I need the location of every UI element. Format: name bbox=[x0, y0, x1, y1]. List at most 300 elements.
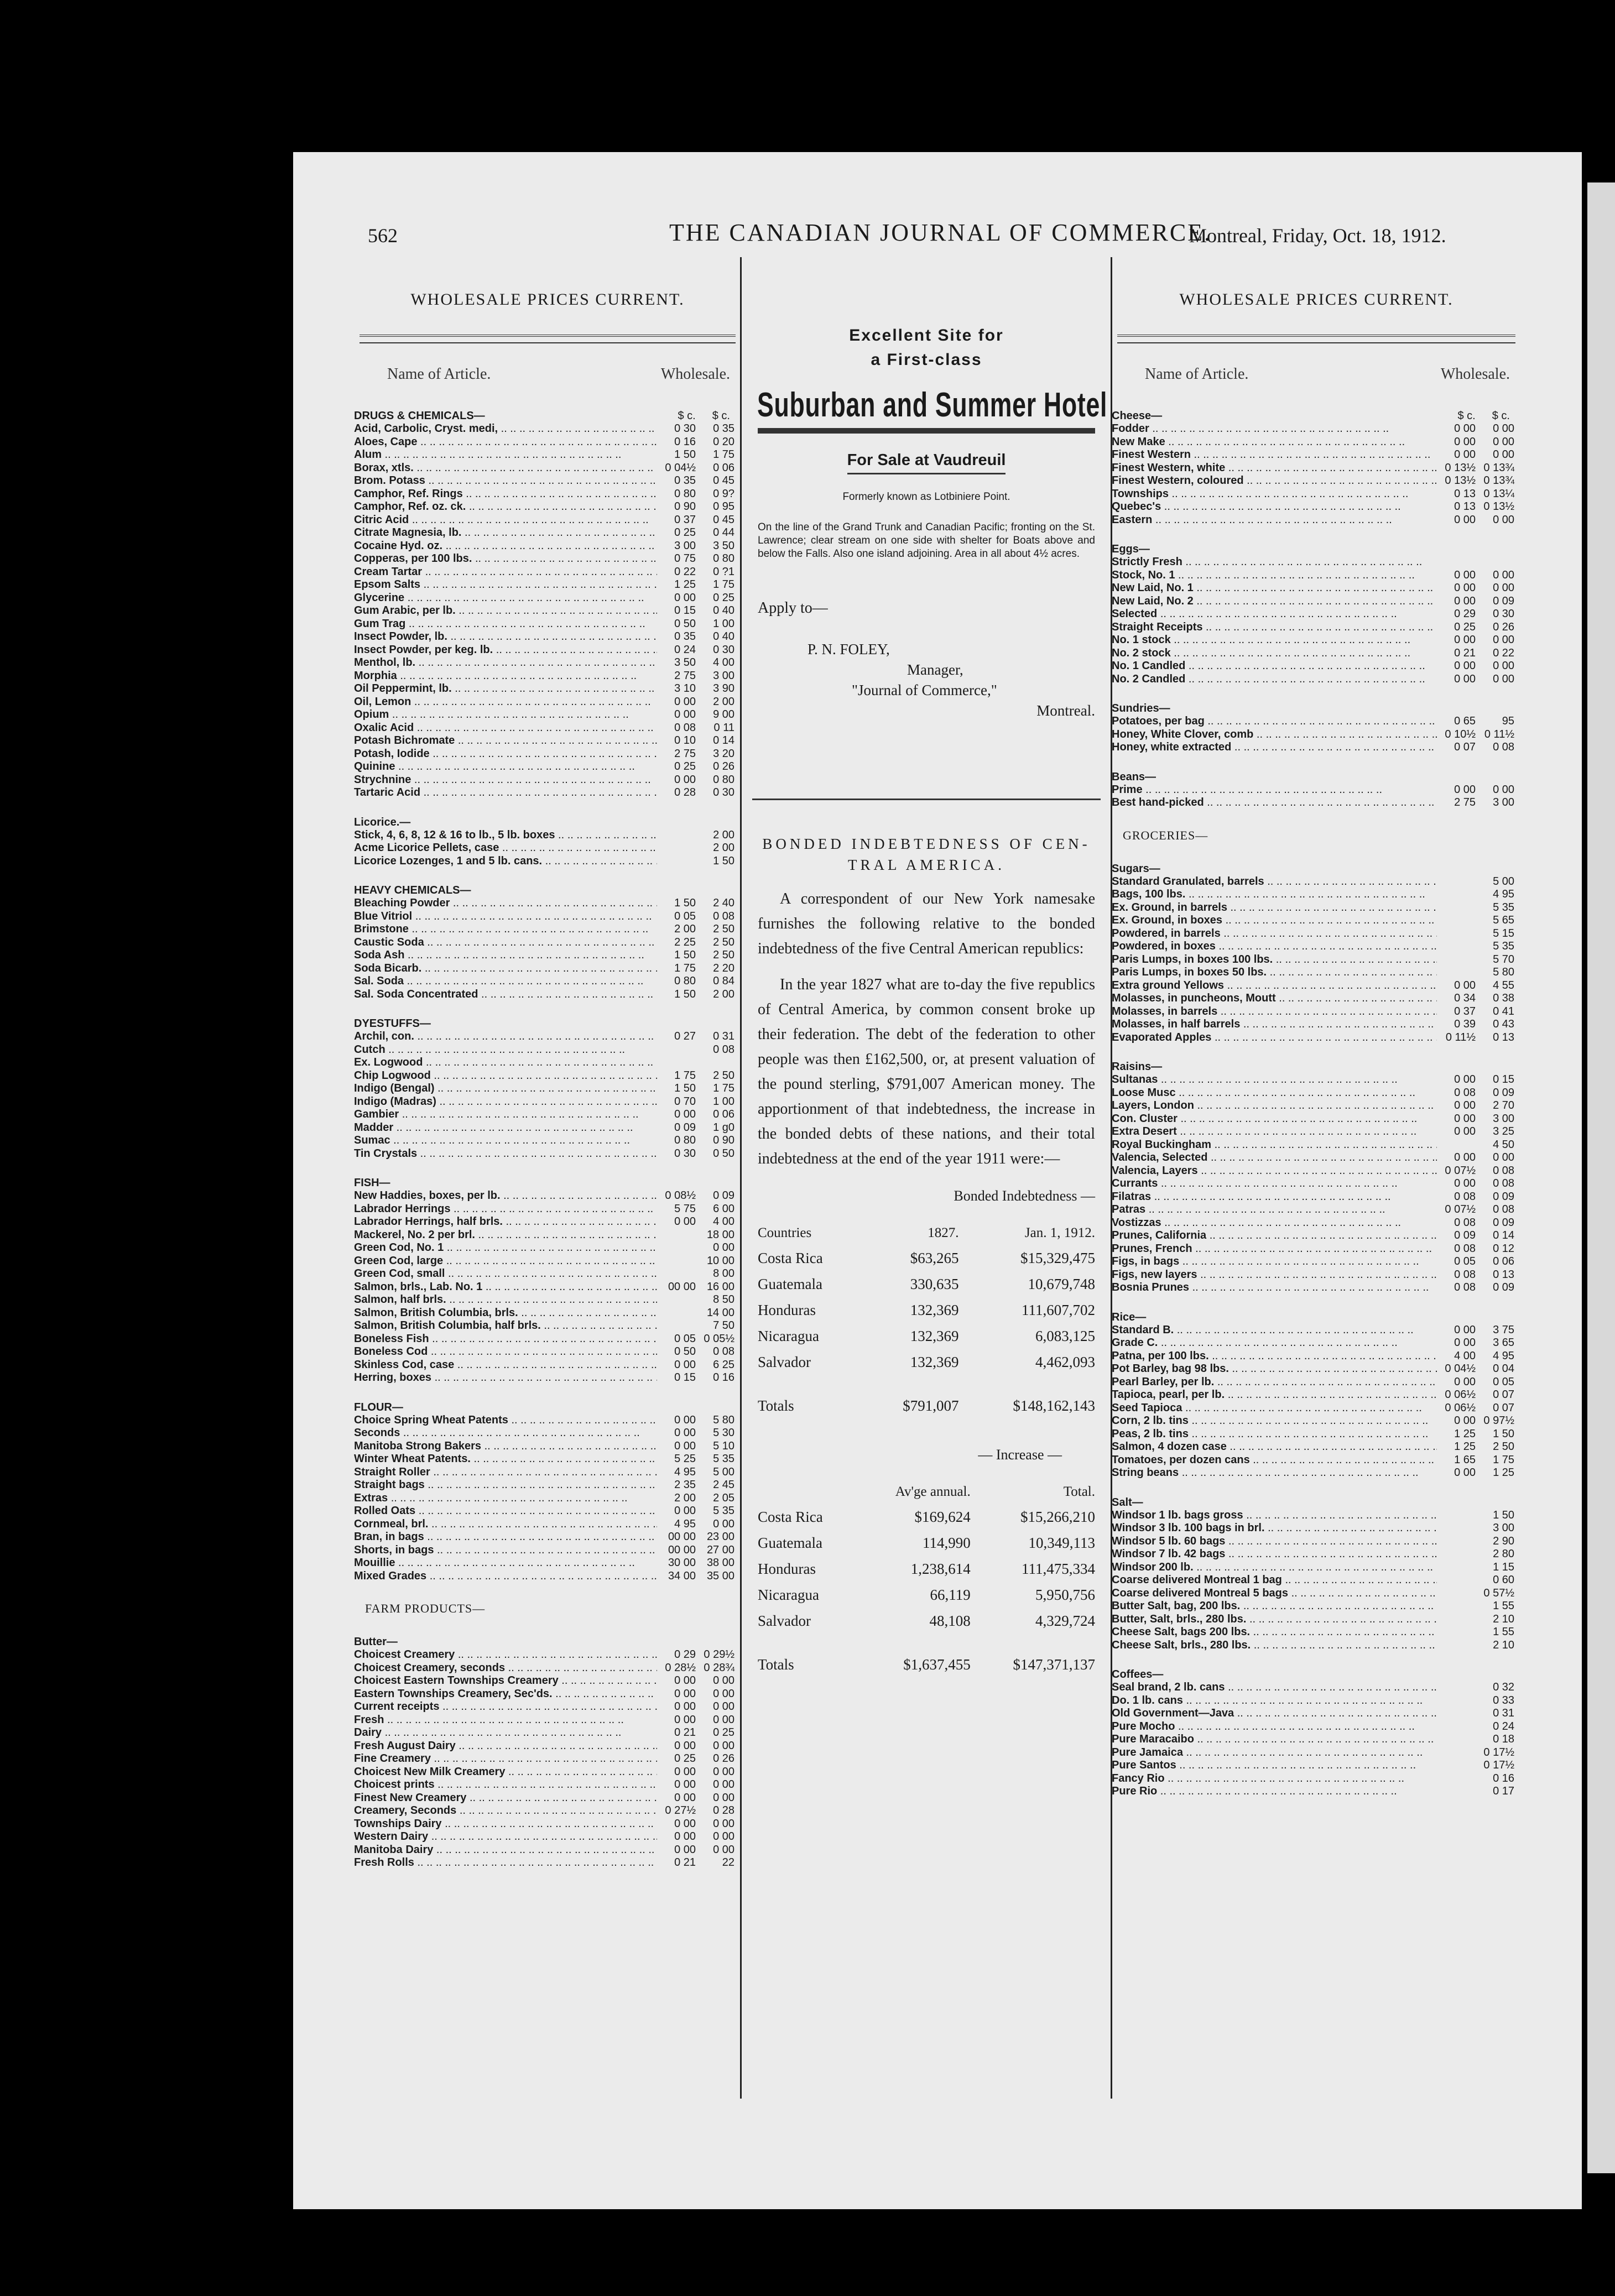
price-high: 0 00 bbox=[1493, 422, 1514, 435]
price-high: 0 45 bbox=[713, 513, 734, 526]
price-high: 0 07 bbox=[1493, 1401, 1514, 1414]
price-row bbox=[354, 923, 741, 936]
section-title-text: Salt— bbox=[1112, 1496, 1143, 1509]
section-title bbox=[1112, 771, 1521, 784]
article-name: Pure Mocho .. .. bbox=[1112, 1720, 1437, 1734]
price-high: 95 bbox=[1502, 715, 1514, 727]
table2-heading: — Increase — bbox=[978, 1447, 1062, 1463]
price-row bbox=[1112, 474, 1521, 488]
section-gap bbox=[1112, 1044, 1521, 1056]
price-row bbox=[1112, 514, 1521, 527]
price-row bbox=[354, 1818, 741, 1831]
price-low: 0 65 bbox=[1454, 715, 1476, 727]
article-name: Copperas, per 100 lbs. .. .. bbox=[354, 552, 657, 566]
price-low: 00 00 bbox=[668, 1280, 696, 1293]
name-of-article-heading: Name of Article. bbox=[387, 366, 491, 383]
price-row bbox=[354, 1557, 741, 1570]
price-low: 0 80 bbox=[674, 1134, 696, 1146]
article-name: Molasses, in barrels .. .. bbox=[1112, 1005, 1437, 1019]
article-name: Labrador Herrings, half brls. .. .. bbox=[354, 1215, 657, 1229]
currency-col: $ c. bbox=[1492, 410, 1510, 422]
price-low bbox=[1437, 875, 1476, 889]
increase-table bbox=[758, 1480, 1095, 1678]
price-row bbox=[1112, 979, 1521, 993]
price-high: 0 40 bbox=[713, 630, 734, 643]
article-name: Creamery, Seconds .. .. bbox=[354, 1804, 657, 1818]
article-name: Honey, white extracted .. .. bbox=[1112, 741, 1437, 754]
price-row bbox=[1112, 436, 1521, 449]
article-name: Brimstone .. .. bbox=[354, 923, 657, 936]
price-row bbox=[354, 1203, 741, 1216]
price-low: 0 04½ bbox=[665, 461, 696, 474]
article-name: Camphor, Ref. Rings .. .. bbox=[354, 488, 657, 501]
article-name: No. 2 stock .. .. bbox=[1112, 647, 1437, 660]
table-cell: 111,607,702 bbox=[1022, 1302, 1095, 1318]
price-row bbox=[1112, 422, 1521, 436]
price-high: 0 00 bbox=[713, 1830, 734, 1843]
price-low: 0 09 bbox=[674, 1121, 696, 1134]
table-cell: 132,369 bbox=[910, 1354, 959, 1370]
price-row bbox=[354, 578, 741, 592]
price-high: 0 38 bbox=[1493, 992, 1514, 1004]
article-name: Patna, per 100 lbs. .. .. bbox=[1112, 1350, 1437, 1363]
article-title-2: TRAL AMERICA. bbox=[847, 857, 1005, 873]
price-high: 1 75 bbox=[713, 578, 734, 591]
table-total-cell: $148,162,143 bbox=[1013, 1397, 1095, 1414]
price-row bbox=[354, 1505, 741, 1518]
price-row bbox=[354, 462, 741, 475]
price-low: 0 00 bbox=[1454, 672, 1476, 685]
price-low: 0 00 bbox=[674, 1713, 696, 1726]
article-name: Archil, con. .. .. bbox=[354, 1030, 657, 1043]
price-row bbox=[354, 1479, 741, 1492]
price-low: 0 29 bbox=[1454, 608, 1476, 620]
price-high: 0 00 bbox=[713, 1765, 734, 1778]
price-low: 0 13½ bbox=[1445, 474, 1476, 487]
table-total-row bbox=[758, 1375, 1095, 1419]
section-gap bbox=[1112, 1295, 1521, 1307]
price-low: 2 75 bbox=[674, 747, 696, 760]
price-row bbox=[354, 708, 741, 722]
price-low bbox=[1437, 953, 1476, 967]
price-row bbox=[1112, 1087, 1521, 1100]
price-high: 0 00 bbox=[713, 1517, 734, 1530]
price-high: 5 80 bbox=[1493, 966, 1514, 978]
price-high: 10 00 bbox=[706, 1254, 734, 1267]
price-low: 2 00 bbox=[674, 1491, 696, 1504]
table-cell: $15,329,475 bbox=[1020, 1250, 1095, 1266]
price-high: 0 44 bbox=[713, 526, 734, 539]
table-cell: $15,266,210 bbox=[1020, 1509, 1095, 1525]
newspaper-page bbox=[293, 152, 1582, 2209]
section-title bbox=[1112, 1061, 1521, 1073]
price-high: 0 11 bbox=[713, 721, 734, 734]
price-high: 0 45 bbox=[713, 474, 734, 487]
price-high: 5 65 bbox=[1493, 914, 1514, 926]
price-high: 2 05 bbox=[713, 1491, 734, 1504]
price-high: 0 29½ bbox=[704, 1648, 734, 1661]
price-low bbox=[657, 855, 696, 868]
table-cell: 132,369 bbox=[910, 1302, 959, 1318]
price-low: 0 00 bbox=[674, 591, 696, 604]
price-row bbox=[354, 1466, 741, 1479]
table-total-cell: $147,371,137 bbox=[1013, 1656, 1095, 1673]
price-row bbox=[1112, 1772, 1521, 1786]
article-name: Citric Acid .. .. bbox=[354, 514, 657, 527]
price-high: 2 80 bbox=[1493, 1548, 1514, 1560]
price-low bbox=[1437, 1535, 1476, 1548]
price-high: 1 25 bbox=[1493, 1467, 1514, 1479]
table-total-cell: Totals bbox=[758, 1656, 794, 1673]
article-name: No. 2 Candled .. .. bbox=[1112, 673, 1437, 686]
table-cell: 330,635 bbox=[910, 1276, 959, 1292]
price-row bbox=[1112, 715, 1521, 728]
price-row bbox=[354, 1095, 741, 1109]
price-low: 0 00 bbox=[674, 1791, 696, 1804]
page-header bbox=[293, 218, 1582, 263]
table-cell: $169,624 bbox=[914, 1509, 971, 1525]
price-high: 0 09 bbox=[1493, 1281, 1514, 1293]
table-cell: Guatemala bbox=[758, 1535, 822, 1551]
table-cell: 111,475,334 bbox=[1022, 1561, 1095, 1577]
price-high: 0 00 bbox=[1493, 513, 1514, 526]
table-cell: 4,462,093 bbox=[1035, 1354, 1095, 1370]
section-title bbox=[1123, 828, 1521, 843]
article-name: Choicest New Milk Creamery .. .. bbox=[354, 1766, 657, 1779]
section-title-text: Sugars— bbox=[1112, 862, 1160, 875]
article-name: Choicest prints .. .. bbox=[354, 1778, 657, 1792]
price-high: 0 26 bbox=[1493, 620, 1514, 633]
price-low: 1 50 bbox=[674, 448, 696, 461]
article-name: Oil Peppermint, lb. .. .. bbox=[354, 682, 657, 696]
price-row bbox=[1112, 608, 1521, 621]
price-low: 0 15 bbox=[674, 1371, 696, 1384]
article-name: Molasses, in half barrels .. .. bbox=[1112, 1018, 1437, 1031]
price-row bbox=[354, 1293, 741, 1307]
price-high: 2 50 bbox=[713, 1069, 734, 1082]
price-low bbox=[657, 1267, 696, 1281]
table-total-cell: Totals bbox=[758, 1397, 794, 1414]
price-low: 0 70 bbox=[674, 1095, 696, 1108]
article-name: Potatoes, per bag .. .. bbox=[1112, 715, 1437, 728]
article-name: Cutch .. .. bbox=[354, 1043, 657, 1057]
article-name: Tomatoes, per dozen cans .. .. bbox=[1112, 1454, 1437, 1467]
article-name: Loose Musc .. .. bbox=[1112, 1087, 1437, 1100]
price-high: 2 50 bbox=[713, 949, 734, 961]
price-high: 5 35 bbox=[1493, 901, 1514, 914]
price-high: 0 00 bbox=[713, 1687, 734, 1700]
price-row bbox=[354, 1108, 741, 1121]
price-low: 0 00 bbox=[1454, 1337, 1476, 1349]
price-low: 0 39 bbox=[1454, 1018, 1476, 1030]
price-high: 0 09 bbox=[1493, 1216, 1514, 1229]
price-high: 2 00 bbox=[713, 842, 734, 854]
price-high: 5 30 bbox=[713, 1427, 734, 1439]
section-title-text: Butter— bbox=[354, 1636, 398, 1648]
article-name: Tapioca, pearl, per lb. .. .. bbox=[1112, 1389, 1437, 1402]
price-low bbox=[1437, 1639, 1476, 1652]
article-name: Pearl Barley, per lb. .. .. bbox=[1112, 1376, 1437, 1389]
price-high: 2 90 bbox=[1493, 1535, 1514, 1547]
article-name: Townships Dairy .. .. bbox=[354, 1818, 657, 1831]
ad-line-2: a First-class bbox=[871, 351, 982, 369]
price-row bbox=[1112, 1574, 1521, 1587]
price-low: 0 34 bbox=[1454, 992, 1476, 1004]
sig-city: Montreal. bbox=[1036, 702, 1095, 719]
price-row bbox=[1112, 1376, 1521, 1389]
price-low: 0 11½ bbox=[1445, 1031, 1476, 1043]
price-low bbox=[1437, 1509, 1476, 1522]
price-row bbox=[1112, 741, 1521, 754]
price-row bbox=[354, 949, 741, 962]
price-low: 0 00 bbox=[1454, 1467, 1476, 1479]
table-cell: 1,238,614 bbox=[910, 1561, 971, 1577]
article-paragraph-2: In the year 1827 what are to-day the five republics of Central America, by common consent broke up their federation. The debt of the federation to other people was then £162,500, or, at present valuation of the pound sterling, $791,007 American money. The apportionment of that indebtedness, the increase in the bonded debts of these nations, and their total indebtedness at the end of the year 1911 were:— bbox=[758, 976, 1095, 1167]
article-name: Prime .. .. bbox=[1112, 784, 1437, 797]
price-low: 4 95 bbox=[674, 1517, 696, 1530]
price-high: 0 05½ bbox=[704, 1332, 734, 1345]
price-low: 0 00 bbox=[674, 1765, 696, 1778]
price-row bbox=[354, 1714, 741, 1727]
price-low: 0 00 bbox=[674, 1358, 696, 1371]
article-name: Paris Lumps, in boxes 100 lbs. .. .. bbox=[1112, 953, 1437, 967]
price-low: 0 10 bbox=[674, 734, 696, 747]
price-low: 0 13 bbox=[1454, 487, 1476, 500]
article-name: Extras .. .. bbox=[354, 1492, 657, 1505]
price-low bbox=[1437, 1587, 1476, 1600]
article-name: Gum Trag .. .. bbox=[354, 618, 657, 631]
price-row bbox=[1112, 1389, 1521, 1402]
price-low: 0 00 bbox=[674, 1674, 696, 1687]
article-name: Cheese Salt, brls., 280 lbs. .. .. bbox=[1112, 1639, 1437, 1652]
price-high: 0 16 bbox=[713, 1371, 734, 1384]
price-low: 0 25 bbox=[674, 1752, 696, 1765]
price-high: 7 50 bbox=[713, 1319, 734, 1332]
price-low: 0 00 bbox=[674, 708, 696, 721]
price-low: 0 07 bbox=[1454, 741, 1476, 753]
article-name: Prunes, California .. .. bbox=[1112, 1229, 1437, 1243]
price-row bbox=[354, 436, 741, 449]
currency-col: $ c. bbox=[1457, 410, 1476, 422]
price-low bbox=[1437, 1561, 1476, 1574]
currency-col: $ c. bbox=[712, 410, 730, 422]
price-high: 1 50 bbox=[1493, 1427, 1514, 1440]
price-row bbox=[1112, 1269, 1521, 1282]
price-row bbox=[354, 1147, 741, 1161]
article-name: New Make .. .. bbox=[1112, 436, 1437, 449]
price-row bbox=[1112, 1337, 1521, 1350]
article-name: Labrador Herrings .. .. bbox=[354, 1203, 657, 1216]
article-name: Cream Tartar .. .. bbox=[354, 566, 657, 579]
price-low bbox=[657, 829, 696, 842]
article-name: Aloes, Cape .. .. bbox=[354, 436, 657, 449]
article-separator bbox=[752, 799, 1101, 800]
article-name: Green Cod, No. 1 .. .. bbox=[354, 1241, 657, 1255]
price-low: 0 00 bbox=[674, 1778, 696, 1791]
price-low: 0 05 bbox=[1454, 1255, 1476, 1267]
price-low: 1 75 bbox=[674, 1069, 696, 1082]
price-high: 3 25 bbox=[1493, 1125, 1514, 1137]
right-price-column bbox=[1112, 263, 1521, 2198]
price-high: 0 00 bbox=[1493, 435, 1514, 448]
price-row bbox=[354, 1241, 741, 1255]
section-title bbox=[1112, 543, 1521, 556]
price-low: 0 27 bbox=[674, 1030, 696, 1042]
price-low bbox=[1437, 1707, 1476, 1720]
price-high: 1 55 bbox=[1493, 1626, 1514, 1638]
left-price-column bbox=[354, 263, 741, 2198]
price-low: 1 25 bbox=[1454, 1441, 1476, 1453]
price-low: 1 25 bbox=[674, 578, 696, 591]
article-name: Fodder .. .. bbox=[1112, 422, 1437, 436]
section-title bbox=[354, 884, 741, 897]
price-row bbox=[354, 1281, 741, 1294]
price-row bbox=[1112, 1099, 1521, 1113]
price-high: 1 g0 bbox=[713, 1121, 734, 1134]
price-row bbox=[354, 774, 741, 787]
article-name: Potash, Iodide .. .. bbox=[354, 748, 657, 761]
price-low: 0 21 bbox=[1454, 646, 1476, 659]
price-row bbox=[354, 526, 741, 540]
price-high: 1 15 bbox=[1493, 1561, 1514, 1573]
price-low: 0 05 bbox=[674, 910, 696, 922]
price-row bbox=[354, 1056, 741, 1069]
price-low bbox=[657, 1307, 696, 1320]
article-name: Old Government—Java .. .. bbox=[1112, 1707, 1437, 1720]
article-name: Standard Granulated, barrels .. .. bbox=[1112, 875, 1437, 889]
price-low: 1 65 bbox=[1454, 1453, 1476, 1466]
section-gap bbox=[1112, 846, 1521, 858]
price-row bbox=[354, 1726, 741, 1740]
table-row bbox=[758, 1608, 1095, 1634]
price-low: 0 15 bbox=[674, 604, 696, 617]
article-name: Brom. Potass .. .. bbox=[354, 474, 657, 488]
price-row bbox=[1112, 582, 1521, 595]
price-low bbox=[657, 1319, 696, 1333]
price-row bbox=[354, 1453, 741, 1466]
article-name: Extra ground Yellows .. .. bbox=[1112, 979, 1437, 993]
article-name: Stock, No. 1 .. .. bbox=[1112, 569, 1437, 582]
price-low: 2 35 bbox=[674, 1479, 696, 1491]
price-row bbox=[354, 1531, 741, 1544]
price-low bbox=[1437, 914, 1476, 927]
price-high: 2 10 bbox=[1493, 1638, 1514, 1651]
price-high: 5 35 bbox=[713, 1505, 734, 1517]
price-row bbox=[354, 1492, 741, 1505]
price-low: 30 00 bbox=[668, 1557, 696, 1569]
price-high: 0 13½ bbox=[1483, 500, 1514, 513]
price-low bbox=[1437, 1574, 1476, 1587]
section-title-text: Rice— bbox=[1112, 1311, 1147, 1323]
section-title-text: DYESTUFFS— bbox=[354, 1017, 431, 1030]
article-name: Salmon, 4 dozen case .. .. bbox=[1112, 1441, 1437, 1454]
price-high: 0 28 bbox=[713, 1804, 734, 1817]
price-row bbox=[354, 448, 741, 462]
price-high: 0 00 bbox=[713, 1791, 734, 1804]
price-high: 0 84 bbox=[713, 975, 734, 987]
article-name: Salmon, half brls. .. .. bbox=[354, 1293, 657, 1307]
article-name: Indigo (Madras) .. .. bbox=[354, 1095, 657, 1109]
price-low bbox=[1437, 1548, 1476, 1561]
article-name: Evaporated Apples .. .. bbox=[1112, 1031, 1437, 1045]
price-row bbox=[354, 1229, 741, 1242]
article-name: Windsor 3 lb. 100 bags in brl. .. .. bbox=[1112, 1522, 1437, 1535]
price-row bbox=[1112, 556, 1521, 569]
bonded-indebtedness-table bbox=[758, 1221, 1095, 1419]
price-row bbox=[1112, 1639, 1521, 1652]
price-high: 14 00 bbox=[706, 1306, 734, 1319]
article-name: Quebec's .. .. bbox=[1112, 500, 1437, 514]
right-sections bbox=[1112, 410, 1521, 1798]
article-name: Pure Maracaibo .. .. bbox=[1112, 1733, 1437, 1746]
price-row bbox=[1112, 673, 1521, 686]
price-low bbox=[657, 842, 696, 855]
price-row bbox=[1112, 1031, 1521, 1045]
table-cell: 4,329,724 bbox=[1035, 1613, 1095, 1629]
price-low: 0 16 bbox=[674, 435, 696, 448]
price-high: 0 09 bbox=[1493, 594, 1514, 607]
price-low: 0 00 bbox=[674, 1413, 696, 1426]
price-low: 0 00 bbox=[674, 1215, 696, 1228]
price-row bbox=[1112, 1402, 1521, 1415]
price-row bbox=[354, 1844, 741, 1857]
price-high: 0 40 bbox=[713, 604, 734, 617]
price-high: 0 13 bbox=[1493, 1031, 1514, 1043]
section-gap bbox=[354, 1001, 741, 1013]
section-title-text: GROCERIES— bbox=[1123, 828, 1208, 842]
price-row bbox=[1112, 1428, 1521, 1441]
price-row bbox=[1112, 1415, 1521, 1428]
price-row bbox=[354, 748, 741, 761]
table-cell: $63,265 bbox=[910, 1250, 959, 1266]
price-row bbox=[1112, 1324, 1521, 1337]
price-low: 0 07½ bbox=[1445, 1203, 1476, 1215]
table-row bbox=[758, 1582, 1095, 1608]
price-high: 0 13¾ bbox=[1483, 461, 1514, 474]
article-name: Valencia, Selected .. .. bbox=[1112, 1151, 1437, 1165]
table-cell: Costa Rica bbox=[758, 1509, 823, 1525]
price-low: 0 00 bbox=[1454, 660, 1476, 672]
article bbox=[758, 833, 1095, 1678]
price-row bbox=[354, 1804, 741, 1818]
price-low: 0 06½ bbox=[1445, 1401, 1476, 1414]
price-low bbox=[1437, 888, 1476, 901]
price-row bbox=[1112, 796, 1521, 810]
price-high: 0 00 bbox=[1493, 448, 1514, 461]
price-high: 2 45 bbox=[713, 1479, 734, 1491]
article-name: Bran, in bags .. .. bbox=[354, 1531, 657, 1544]
price-low: 0 08 bbox=[1454, 1190, 1476, 1203]
price-high: 1 00 bbox=[713, 1095, 734, 1108]
price-high: 0 17½ bbox=[1483, 1746, 1514, 1758]
article-name: No. 1 stock .. .. bbox=[1112, 634, 1437, 647]
article-name: Caustic Soda .. .. bbox=[354, 936, 657, 949]
price-row bbox=[354, 1189, 741, 1203]
price-row bbox=[354, 1648, 741, 1662]
price-high: 1 00 bbox=[713, 617, 734, 630]
price-row bbox=[1112, 1005, 1521, 1019]
price-low: 0 08½ bbox=[665, 1189, 696, 1202]
price-row bbox=[354, 855, 741, 868]
article-name: Soda Ash .. .. bbox=[354, 949, 657, 962]
price-row bbox=[1112, 621, 1521, 634]
price-row bbox=[354, 500, 741, 514]
price-row bbox=[1112, 660, 1521, 673]
price-low: 0 13½ bbox=[1445, 461, 1476, 474]
article-name: Grade C. .. .. bbox=[1112, 1337, 1437, 1350]
article-name: Pure Jamaica .. .. bbox=[1112, 1746, 1437, 1760]
section-gap bbox=[1112, 810, 1521, 822]
